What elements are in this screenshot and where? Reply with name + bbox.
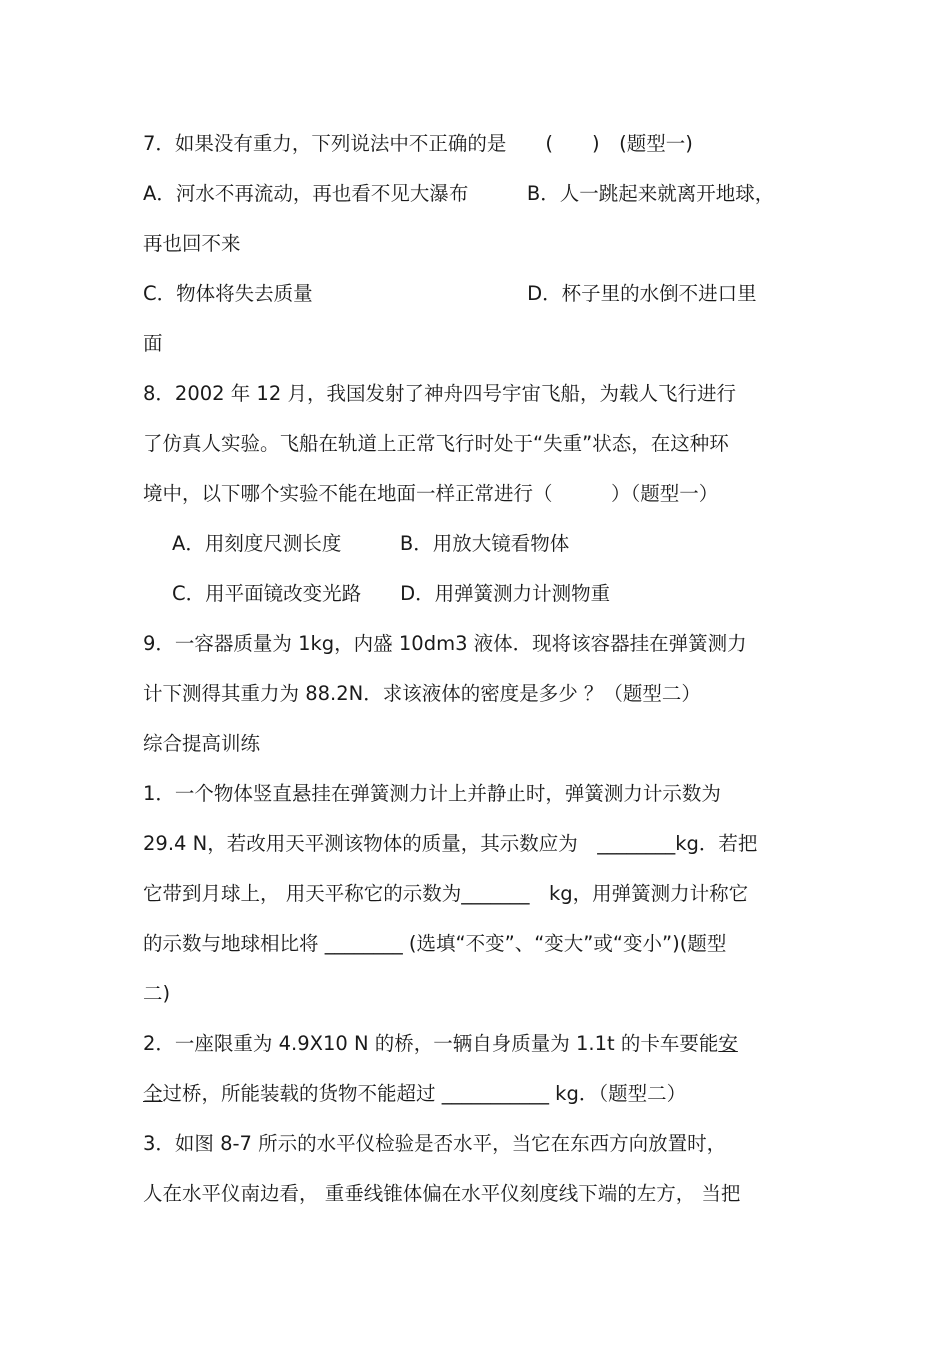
question-8-stem-3: 境中，以下哪个实验不能在地面一样正常进行（ ）（题型一） <box>143 482 719 505</box>
practice-1-stem-5: 二) <box>143 982 171 1005</box>
underlined-word-part-1: 安 <box>718 1032 738 1055</box>
question-7-option-b-cont: 再也回不来 <box>143 232 241 255</box>
question-8-options-ab: A．用刻度尺测长度 B．用放大镜看物体 <box>172 532 570 555</box>
practice-2-stem-2 <box>143 1081 813 1107</box>
question-7-stem: 7．如果没有重力，下列说法中不正确的是 ( ) (题型一) <box>143 132 693 155</box>
underlined-word-part-2: 全 <box>143 1082 163 1105</box>
question-8-stem-1: 8．2002 年 12 月，我国发射了神舟四号宇宙飞船，为载人飞行进行 <box>143 382 736 405</box>
question-7-option-d-cont: 面 <box>143 332 163 355</box>
practice-2-stem-1 <box>143 1031 813 1057</box>
practice-2-text-1: 2．一座限重为 4.9X10 N 的桥，一辆自身质量为 1.1t 的卡车要能 <box>143 1032 719 1055</box>
practice-3-stem-2: 人在水平仪南边看， 重垂线锥体偏在水平仪刻度线下端的左方， 当把 <box>143 1182 741 1205</box>
question-8-stem-2: 了仿真人实验。飞船在轨道上正常飞行时处于“失重”状态，在这种环 <box>143 432 729 455</box>
question-9-stem-2: 计下测得其重力为 88.2N．求该液体的密度是多少 ？（题型二） <box>143 682 701 705</box>
practice-1-stem-2: 29.4 N，若改用天平测该物体的质量，其示数应为 ________kg．若把 <box>143 832 758 855</box>
practice-2-text-2: 过桥，所能装载的货物不能超过 ___________ kg．（题型二） <box>162 1082 687 1105</box>
practice-1-stem-1: 1．一个物体竖直悬挂在弹簧测力计上并静止时，弹簧测力计示数为 <box>143 782 721 805</box>
section-heading: 综合提高训练 <box>143 732 261 755</box>
question-7-options-ab: A．河水不再流动，再也看不见大瀑布 B．人一跳起来就离开地球， <box>143 182 775 205</box>
question-7-options-cd: C．物体将失去质量 D．杯子里的水倒不进口里 <box>143 282 757 305</box>
practice-3-stem-1: 3．如图 8-7 所示的水平仪检验是否水平，当它在东西方向放置时， <box>143 1132 727 1155</box>
question-8-options-cd: C．用平面镜改变光路 D．用弹簧测力计测物重 <box>172 582 611 605</box>
practice-1-stem-3: 它带到月球上， 用天平称它的示数为_______ kg，用弹簧测力计称它 <box>143 882 749 905</box>
question-9-stem-1: 9．一容器质量为 1kg，内盛 10dm3 液体．现将该容器挂在弹簧测力 <box>143 632 747 655</box>
practice-1-stem-4: 的示数与地球相比将 ________ (选填“不变”、“变大”或“变小”)(题型 <box>143 932 727 955</box>
